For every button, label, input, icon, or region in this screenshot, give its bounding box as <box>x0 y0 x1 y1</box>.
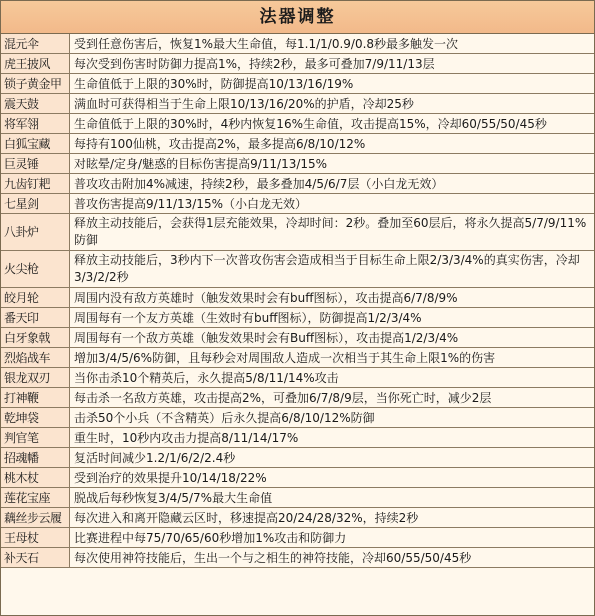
item-name: 番天印 <box>1 308 70 328</box>
item-description: 每次使用神符技能后，生出一个与之相生的神符技能，冷却60/55/50/45秒 <box>70 548 595 568</box>
item-name: 将军翎 <box>1 114 70 134</box>
table-row <box>1 348 594 368</box>
item-description: 重生时，10秒内攻击力提高8/11/14/17% <box>70 428 595 448</box>
item-description: 每次进入和离开隐藏云区时，移速提高20/24/28/32%，持续2秒 <box>70 508 595 528</box>
item-description: 击杀50个小兵（不含精英）后永久提高6/8/10/12%防御 <box>70 408 595 428</box>
item-description: 普攻攻击附加4%减速，持续2秒，最多叠加4/5/6/7层（小白龙无效） <box>70 174 595 194</box>
item-description: 周围每有一个敌方英雄（触发效果时会有Buff图标），攻击提高1/2/3/4% <box>70 328 595 348</box>
table-row <box>1 368 594 388</box>
item-name: 皎月轮 <box>1 288 70 308</box>
item-name: 九齿钉耙 <box>1 174 70 194</box>
item-description: 每持有100仙桃，攻击提高2%，最多提高6/8/10/12% <box>70 134 595 154</box>
item-description: 增加3/4/5/6%防御，且每秒会对周围敌人造成一次相当于其生命上限1%的伤害 <box>70 348 595 368</box>
table-row <box>1 428 594 448</box>
table-row <box>1 194 594 214</box>
table-row <box>1 508 594 528</box>
item-name: 八卦炉 <box>1 214 70 251</box>
item-description: 生命值低于上限的30%时，防御提高10/13/16/19% <box>70 74 595 94</box>
item-name: 烈焰战车 <box>1 348 70 368</box>
item-description: 脱战后每秒恢复3/4/5/7%最大生命值 <box>70 488 595 508</box>
item-name: 招魂幡 <box>1 448 70 468</box>
table-row <box>1 488 594 508</box>
table-row <box>1 448 594 468</box>
item-name: 银龙双刃 <box>1 368 70 388</box>
item-description: 复活时间减少1.2/1/6/2/2.4秒 <box>70 448 595 468</box>
item-name: 桃木杖 <box>1 468 70 488</box>
table-row <box>1 468 594 488</box>
table-row <box>1 408 594 428</box>
item-description: 释放主动技能后，会获得1层充能效果，冷却时间：2秒。叠加至60层后，将永久提高5/7/9/11%防御 <box>70 214 595 251</box>
item-description: 比赛进程中每75/70/65/60秒增加1%攻击和防御力 <box>70 528 595 548</box>
item-description: 每击杀一名敌方英雄，攻击提高2%，可叠加6/7/8/9层，当你死亡时，减少2层 <box>70 388 595 408</box>
item-description: 满血时可获得相当于生命上限10/13/16/20%的护盾，冷却25秒 <box>70 94 595 114</box>
item-name: 补天石 <box>1 548 70 568</box>
table-row <box>1 328 594 348</box>
table-row <box>1 214 594 251</box>
table-title: 法器调整 <box>1 1 594 34</box>
table-row <box>1 74 594 94</box>
item-name: 白狐宝藏 <box>1 134 70 154</box>
item-description: 对眩晕/定身/魅惑的目标伤害提高9/11/13/15% <box>70 154 595 174</box>
table-row <box>1 548 594 568</box>
item-name: 火尖枪 <box>1 251 70 288</box>
adjustment-table <box>1 34 594 568</box>
item-name: 判官笔 <box>1 428 70 448</box>
item-description: 生命值低于上限的30%时，4秒内恢复16%生命值，攻击提高15%，冷却60/55/50/45秒 <box>70 114 595 134</box>
table-body <box>1 34 594 568</box>
item-description: 受到治疗的效果提升10/14/18/22% <box>70 468 595 488</box>
item-description: 普攻伤害提高9/11/13/15%（小白龙无效） <box>70 194 595 214</box>
item-name: 虎王披风 <box>1 54 70 74</box>
item-name: 王母杖 <box>1 528 70 548</box>
item-name: 藕丝步云履 <box>1 508 70 528</box>
item-description: 每次受到伤害时防御力提高1%，持续2秒，最多可叠加7/9/11/13层 <box>70 54 595 74</box>
table-row <box>1 288 594 308</box>
table-row <box>1 34 594 54</box>
item-name: 混元伞 <box>1 34 70 54</box>
item-name: 白牙象戟 <box>1 328 70 348</box>
item-name: 莲花宝座 <box>1 488 70 508</box>
item-description: 释放主动技能后，3秒内下一次普攻伤害会造成相当于目标生命上限2/3/3/4%的真实伤害，冷却3/3/2/2秒 <box>70 251 595 288</box>
table-row <box>1 114 594 134</box>
item-description: 当你击杀10个精英后，永久提高5/8/11/14%攻击 <box>70 368 595 388</box>
table-row <box>1 94 594 114</box>
table-row <box>1 54 594 74</box>
table-row <box>1 308 594 328</box>
item-name: 打神鞭 <box>1 388 70 408</box>
item-name: 震天鼓 <box>1 94 70 114</box>
table-row <box>1 174 594 194</box>
item-description: 周围内没有敌方英雄时（触发效果时会有buff图标），攻击提高6/7/8/9% <box>70 288 595 308</box>
table-row <box>1 154 594 174</box>
item-description: 受到任意伤害后，恢复1%最大生命值，每1.1/1/0.9/0.8秒最多触发一次 <box>70 34 595 54</box>
table-row <box>1 251 594 288</box>
item-name: 七星剑 <box>1 194 70 214</box>
item-name: 乾坤袋 <box>1 408 70 428</box>
item-name: 巨灵锤 <box>1 154 70 174</box>
item-description: 周围每有一个友方英雄（生效时有buff图标），防御提高1/2/3/4% <box>70 308 595 328</box>
table-row <box>1 528 594 548</box>
table-row <box>1 134 594 154</box>
item-name: 锁子黄金甲 <box>1 74 70 94</box>
table-row <box>1 388 594 408</box>
